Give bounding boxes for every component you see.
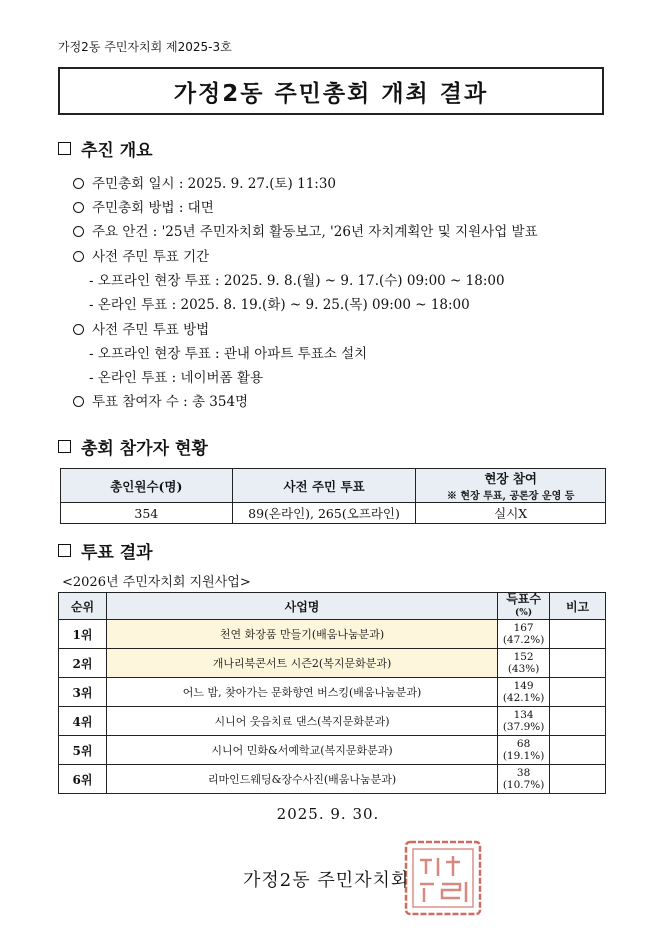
rank-cell: 2위 [59,649,107,678]
table-row [59,707,606,736]
rank-cell: 3위 [59,678,107,707]
table-header-cell: 득표수 (%) [498,593,550,620]
section-results-title: 투표 결과 [81,543,153,563]
table-row [59,765,606,794]
section-overview-title: 추진 개요 [81,141,153,161]
votes-cell: 167 (47.2%) [498,620,550,649]
square-bullet-icon [58,440,71,453]
document-number: 가정2동 주민자치회 제2025-3호 [58,40,232,54]
project-name-cell: 어느 밤, 찾아가는 문화향연 버스킹(배움나눔분과) [106,678,497,707]
table-header-cell: 순위 [59,593,107,620]
note-cell [550,707,606,736]
project-name-cell: 시니어 웃음치료 댄스(복지문화분과) [106,707,497,736]
organization-name: 가정2동 주민자치회 [243,870,410,891]
square-bullet-icon [58,142,71,155]
circle-bullet-icon [73,251,84,262]
circle-bullet-icon [73,178,84,189]
overview-item: 주요 안건 : '25년 주민자치회 활동보고, '26년 자치계획안 및 지원사업 발표 [73,220,538,240]
rank-cell: 6위 [59,765,107,794]
overview-item: 사전 주민 투표 기간 [73,245,209,265]
results-subheading: <2026년 주민자치회 지원사업> [62,575,251,590]
overview-item: 주민총회 일시 : 2025. 9. 27.(토) 11:30 [73,172,336,192]
table-cell: 실시X [416,503,606,524]
table-header-cell: 총인원수(명) [61,469,233,503]
circle-bullet-icon [73,396,84,407]
votes-cell: 149 (42.1%) [498,678,550,707]
overview-item: 사전 주민 투표 방법 [73,318,209,338]
participants-table [60,468,606,524]
overview-subitem: - 온라인 투표 : 2025. 8. 19.(화) ~ 9. 25.(목) 09:00 ~ 18:00 [89,297,470,313]
votes-cell: 68 (19.1%) [498,736,550,765]
rank-cell: 1위 [59,620,107,649]
section-participants-heading [58,434,208,459]
overview-subitem: - 온라인 투표 : 네이버폼 활용 [89,370,264,386]
table-row [59,649,606,678]
section-results-heading [58,538,153,563]
overview-subitem: - 오프라인 현장 투표 : 2025. 9. 8.(월) ~ 9. 17.(수) 09:00 ~ 18:00 [89,273,505,289]
table-row [59,736,606,765]
note-cell [550,678,606,707]
votes-cell: 152 (43%) [498,649,550,678]
note-cell [550,736,606,765]
section-participants-title: 총회 참가자 현황 [81,439,208,459]
table-header-cell: 사전 주민 투표 [232,469,416,503]
table-header-row [61,469,606,503]
section-overview-heading [58,136,153,161]
project-name-cell: 시니어 민화&서예학교(복지문화분과) [106,736,497,765]
results-table [58,592,606,794]
table-cell: 89(온라인), 265(오프라인) [232,503,416,524]
circle-bullet-icon [73,324,84,335]
project-name-cell: 천연 화장품 만들기(배움나눔분과) [106,620,497,649]
table-header-cell: 비고 [550,593,606,620]
document-date: 2025. 9. 30. [276,805,380,823]
page-title [58,67,604,115]
overview-item: 주민총회 방법 : 대면 [73,196,214,216]
overview-item: 투표 참여자 수 : 총 354명 [73,390,248,410]
table-header-row [59,593,606,620]
project-name-cell: 개나리북콘서트 시즌2(복지문화분과) [106,649,497,678]
table-row [59,620,606,649]
note-cell [550,620,606,649]
overview-subitem: - 오프라인 현장 투표 : 관내 아파트 투표소 설치 [89,346,368,362]
official-seal-icon [402,838,484,918]
note-cell [550,649,606,678]
circle-bullet-icon [73,226,84,237]
rank-cell: 4위 [59,707,107,736]
note-cell [550,765,606,794]
table-row [61,503,606,524]
table-header-cell: 사업명 [106,593,497,620]
table-header-cell: 현장 참여 ※ 현장 투표, 공론장 운영 등 [416,469,606,503]
page-title-text: 가정2동 주민총회 개최 결과 [173,80,489,107]
votes-cell: 134 (37.9%) [498,707,550,736]
circle-bullet-icon [73,202,84,213]
votes-cell: 38 (10.7%) [498,765,550,794]
project-name-cell: 리마인드웨딩&장수사진(배움나눔분과) [106,765,497,794]
rank-cell: 5위 [59,736,107,765]
table-row [59,678,606,707]
table-cell: 354 [61,503,233,524]
table-header-note: ※ 현장 투표, 공론장 운영 등 [446,491,575,502]
square-bullet-icon [58,544,71,557]
